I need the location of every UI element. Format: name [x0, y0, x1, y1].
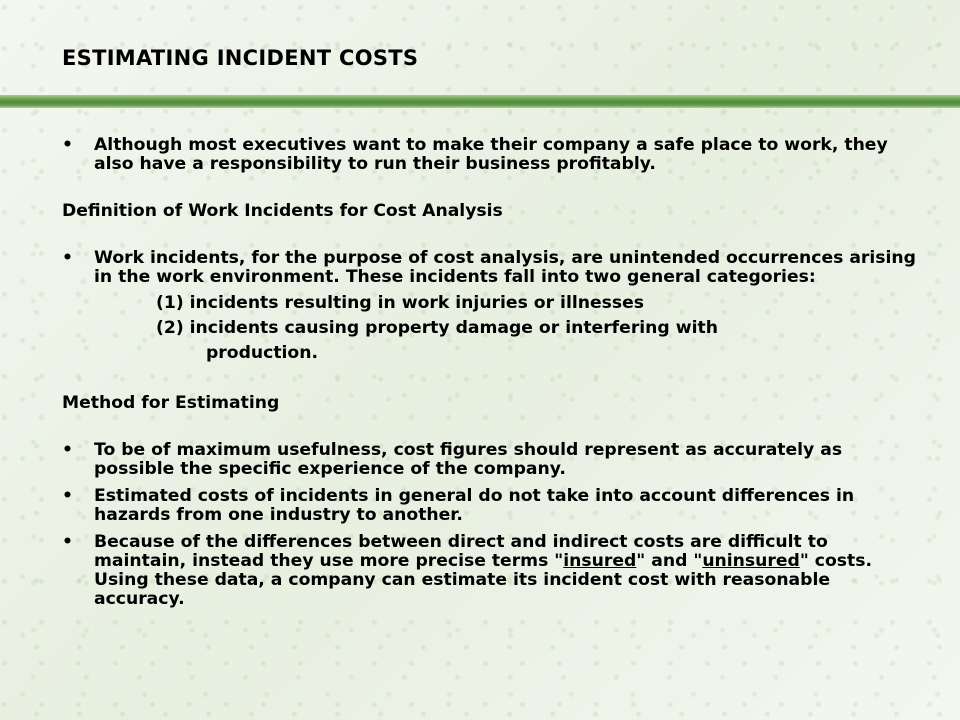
slide-body: [62, 136, 922, 609]
bullet-insured-text-part2: " and ": [636, 551, 703, 571]
bullet-glyph: •: [62, 248, 73, 268]
category-item-2-continued: production.: [206, 343, 318, 363]
bullet-usefulness: [62, 441, 922, 479]
slide-title: ESTIMATING INCIDENT COSTS: [62, 46, 419, 70]
bullet-insured-text-part3: " costs. Using these data, a company can estimate its incident cost with reasonable accuracy.: [94, 551, 872, 609]
term-uninsured: uninsured: [702, 551, 800, 571]
category-item-1: (1) incidents resulting in work injuries or illnesses: [156, 293, 644, 313]
bullet-intro-text: Although most executives want to make their company a safe place to work, they also have a responsibility to run their business profitably.: [94, 135, 888, 174]
term-insured: insured: [563, 551, 637, 571]
section-heading-definition: Definition of Work Incidents for Cost Analysis: [62, 201, 503, 221]
bullet-glyph: •: [62, 486, 73, 506]
bullet-hazards: [62, 487, 922, 525]
bullet-usefulness-text: To be of maximum usefulness, cost figures should represent as accurately as possible the specific experience of the company.: [94, 440, 843, 479]
bullet-insured-uninsured: [62, 533, 922, 609]
bullet-glyph: •: [62, 532, 73, 552]
bullet-hazards-text: Estimated costs of incidents in general do not take into account differences in hazards from one industry to another.: [94, 486, 855, 525]
section-heading-method: Method for Estimating: [62, 393, 280, 413]
bullet-intro: [62, 136, 922, 174]
bullet-work-incidents: [62, 249, 922, 287]
category-item-2: (2) incidents causing property damage or interfering with: [156, 318, 718, 338]
bullet-work-incidents-text: Work incidents, for the purpose of cost analysis, are unintended occurrences arising in the work environment. These incidents fall into two general categories:: [94, 248, 916, 287]
bullet-glyph: •: [62, 440, 73, 460]
title-divider-bar: [0, 95, 960, 108]
bullet-insured-text-part1: Because of the differences between direct and indirect costs are difficult to maintain, instead they use more precise terms ": [94, 532, 828, 571]
bullet-glyph: •: [62, 135, 73, 155]
